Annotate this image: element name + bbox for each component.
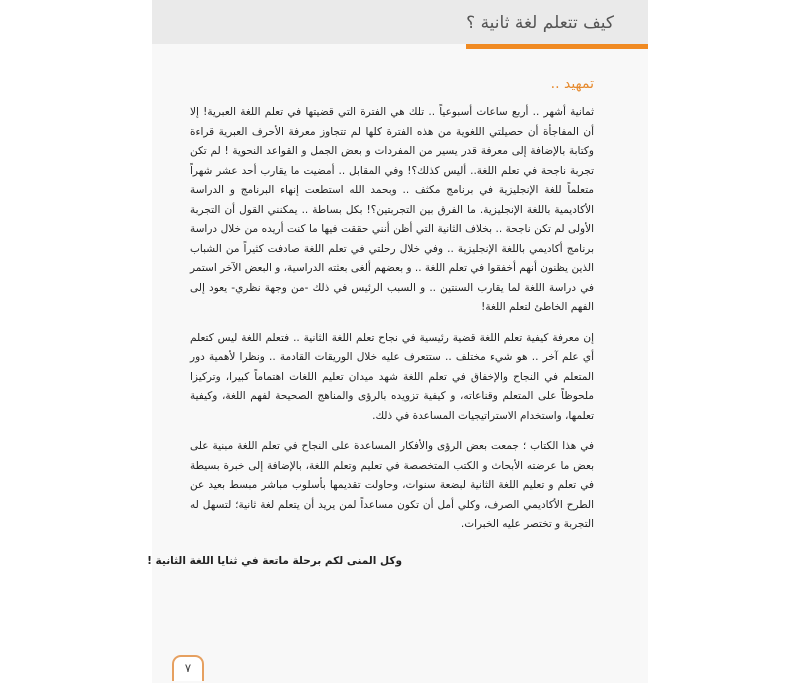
page-number: ٧ [172,655,204,681]
chapter-title: كيف تتعلم لغة ثانية ؟ [466,13,614,33]
page-header [152,0,648,44]
book-page [147,0,648,683]
paragraph-3: في هذا الكتاب ؛ جمعت بعض الرؤى والأفكار المساعدة على النجاح في تعلم اللغة مبنية على بعض ما عرضته الأبحاث و الكتب المتخصصة في تعليم وتعلم اللغة، بالإضافة إلى خبرة بسيطة في تعلم و تعليم اللغة الثانية لبضعة سنوات، وحاولت تقديمها بأسلوب مباشر مبسط بعيد عن الطرح الأكاديمي الصرف، وكلي أمل أن تكون مساعداً لمن يريد أن يتعلم لغة ثانية؛ لتسهل له التجربة و تختصر عليه الخبرات. [190,440,594,530]
section-heading: تمهيد .. [550,76,594,92]
title-accent-bar [466,44,648,49]
body-text [190,103,594,546]
paragraph-1: ثمانية أشهر .. أربع ساعات أسبوعياً .. تلك هي الفترة التي قضيتها في تعلم اللغة العبرية! إلا أن المفاجأة أن حصيلتي اللغوية من هذه الفترة كلها لم تتجاوز معرفة الأحرف العبرية قراءة وكتابة بالإضافة إلى معرفة قدر يسير من المفردات و بعض الجمل و القواعد النحوية ! لم تكن تجربة ناجحة في تعلم اللغة.. أليس كذلك؟! وفي المقابل .. أمضيت ما يقارب أحد عشر شهراً متعلماً للغة الإنجليزية في برنامج مكثف .. وبحمد الله استطعت إنهاء البرنامج و الدراسة الأكاديمية باللغة الإنجليزية. ما الفرق بين التجربتين؟! بكل بساطة .. يمكنني القول أن التجربة الأولى لم تكن ناجحة .. بخلاف الثانية التي أظن أنني حققت فيها ما كنت أريده من خلال دراسة برنامج أكاديمي باللغة الإنجليزية .. وفي خلال رحلتي في تعلم اللغة صادفت كثيراً من الشباب الذين يظنون أنهم أخفقوا في تعلم اللغة .. و بعضهم ألغى بعثته الدراسية، و البعض الآخر استمر في دراسة اللغة لما يقارب السنتين .. و السبب الرئيس في ذلك -من وجهة نظري- يعود إلى الفهم الخاطئ لتعلم اللغة! [190,106,594,313]
paragraph-2: إن معرفة كيفية تعلم اللغة قضية رئيسية في نجاح تعلم اللغة الثانية .. فتعلم اللغة ليس كتعلم أي علم آخر .. هو شيء مختلف .. ستتعرف عليه خلال الوريقات القادمة .. ونظرا لأهمية دور المتعلم في النجاح والإخفاق في تعلم اللغة شهد ميدان تعليم اللغات اهتماماً كبيرا، وتركيزا ملحوظاً على المتعلم وقناعاته، و كيفية تزويده بالرؤى والمناهج الصحيحة لفهم اللغة، وكيفية تعلمها، واستخدام الاستراتيجيات المساعدة في ذلك. [190,331,594,422]
closing-line: وكل المنى لكم برحلة ماتعة في ثنايا اللغة الثانية ! [147,555,402,567]
